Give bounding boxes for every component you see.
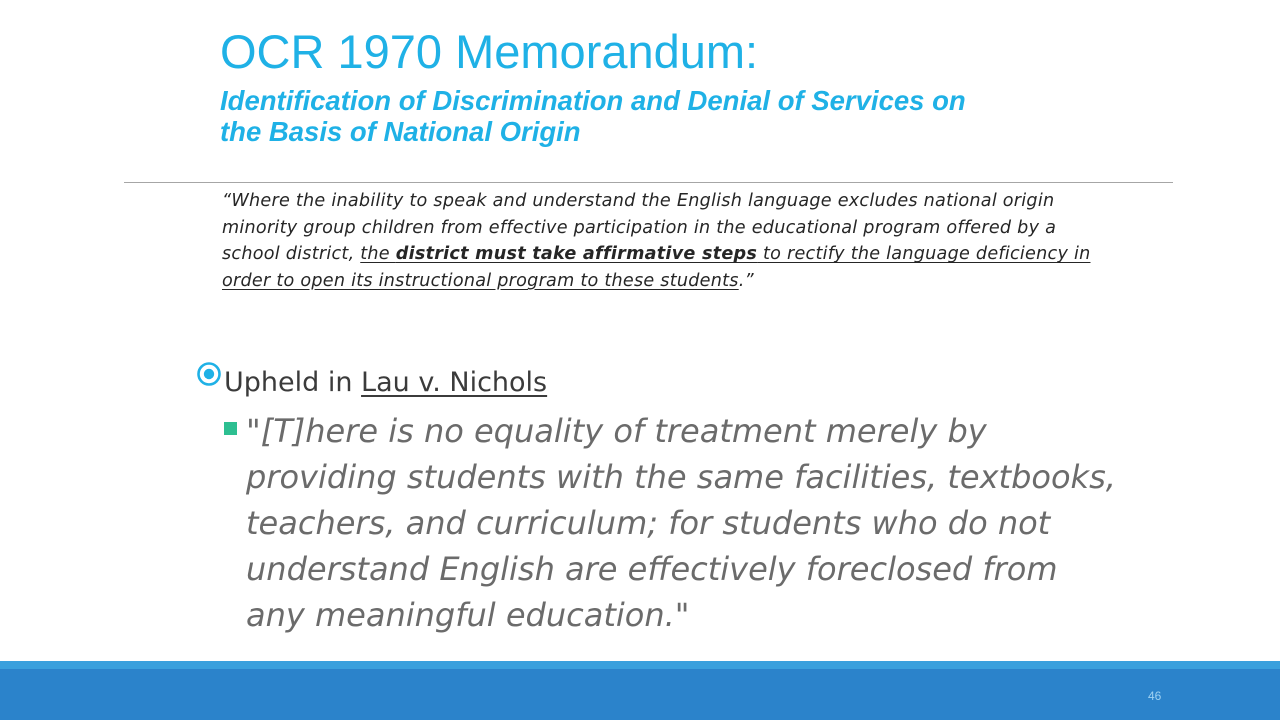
lau-v-nichols-link[interactable]: Lau v. Nichols [361,367,548,398]
footer-bar [0,661,1280,720]
slide-subtitle: Identification of Discrimination and Denial of Services on the Basis of National Origin [220,85,966,147]
quote-emphasis: district must take affirmative steps [395,244,758,265]
page-number: 46 [1148,689,1162,703]
quote-intro: “Where the inability to speak and understand the English language excludes national origin minority group children from effective participation in the educational program offered by a school district, [222,191,1057,265]
quote-underline-lead: the [360,244,396,265]
slide-title: OCR 1970 Memorandum: [220,25,759,78]
bullet-upheld [196,361,547,406]
bullet-upheld-prefix: Upheld in [224,367,362,398]
square-bullet-icon [224,422,237,435]
quote-underline-tail: to rectify the language deficiency in order to open its instructional program to these students [222,244,1091,292]
title-divider [124,182,1173,183]
target-bullet-icon [196,357,222,401]
footer-accent-strip [0,661,1280,669]
quote-end: .” [738,271,754,292]
bullet-lau-quote: "[T]here is no equality of treatment merely by providing students with the same facilities, textbooks, teachers, and curriculum; for students who do not understand English are effectively foreclosed from any meaningful education." [246,412,1116,634]
memorandum-quote [222,188,1102,295]
